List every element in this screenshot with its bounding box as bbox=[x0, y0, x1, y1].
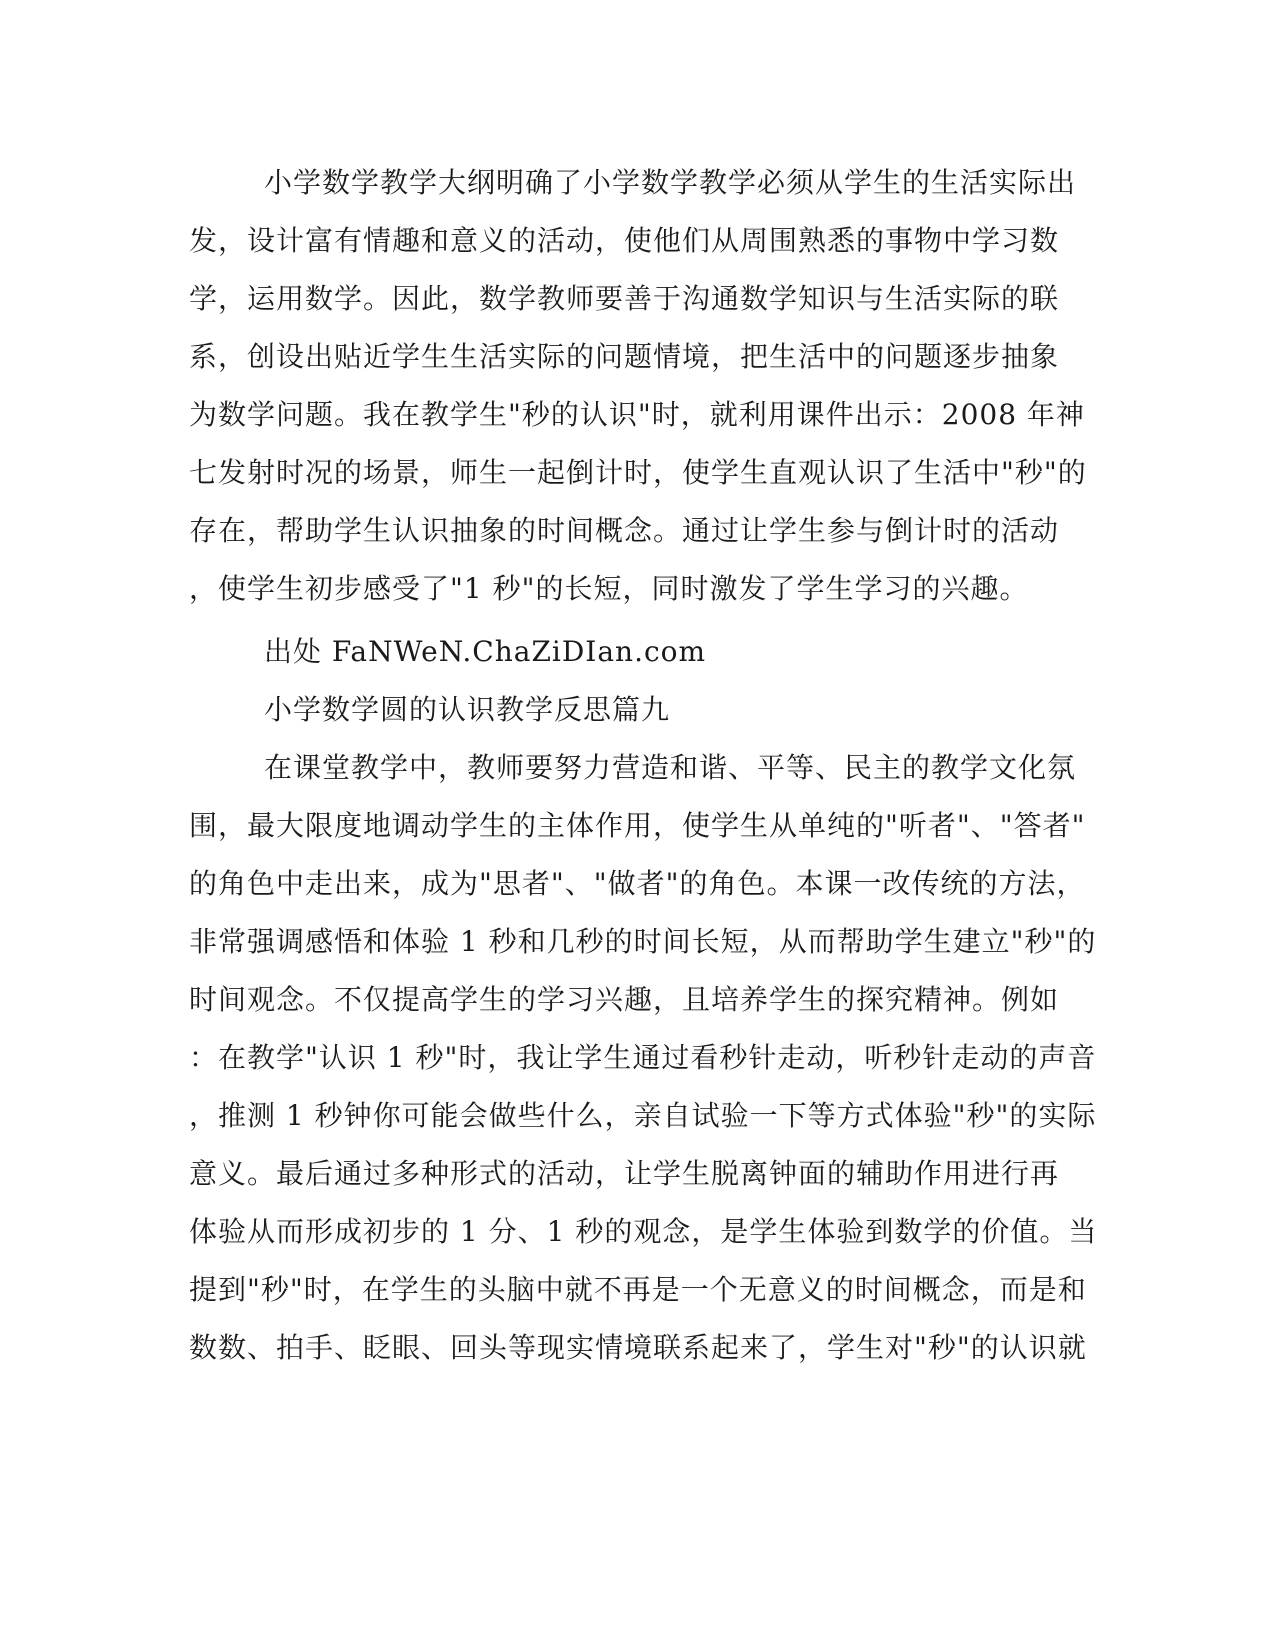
paragraph-2-line-7: ，推测 1 秒钟你可能会做些什么，亲自试验一下等方式体验"秒"的实际 bbox=[189, 1099, 1097, 1132]
paragraph-1-line-6: 七发射时况的场景，师生一起倒计时，使学生直观认识了生活中"秒"的 bbox=[189, 456, 1087, 489]
paragraph-2-line-3: 的角色中走出来，成为"思者"、"做者"的角色。本课一改传统的方法， bbox=[189, 867, 1086, 900]
paragraph-2-line-4: 非常强调感悟和体验 1 秒和几秒的时间长短，从而帮助学生建立"秒"的 bbox=[189, 925, 1097, 958]
paragraph-1-line-2: 发，设计富有情趣和意义的活动，使他们从周围熟悉的事物中学习数 bbox=[189, 224, 1060, 257]
paragraph-1-line-7: 存在，帮助学生认识抽象的时间概念。通过让学生参与倒计时的活动 bbox=[189, 514, 1060, 547]
paragraph-2-line-1: 在课堂教学中，教师要努力营造和谐、平等、民主的教学文化氛 bbox=[264, 751, 1077, 784]
paragraph-2-line-11: 数数、拍手、眨眼、回头等现实情境联系起来了，学生对"秒"的认识就 bbox=[189, 1331, 1087, 1364]
paragraph-2-line-6: ：在教学"认识 1 秒"时，我让学生通过看秒针走动，听秒针走动的声音 bbox=[189, 1041, 1097, 1074]
paragraph-2-line-8: 意义。最后通过多种形式的活动，让学生脱离钟面的辅助作用进行再 bbox=[189, 1157, 1060, 1190]
section-heading: 小学数学圆的认识教学反思篇九 bbox=[264, 693, 671, 726]
paragraph-1-line-4: 系，创设出贴近学生生活实际的问题情境，把生活中的问题逐步抽象 bbox=[189, 340, 1060, 373]
paragraph-1-line-8: ，使学生初步感受了"1 秒"的长短，同时激发了学生学习的兴趣。 bbox=[189, 572, 1029, 605]
paragraph-2-line-5: 时间观念。不仅提高学生的学习兴趣，且培养学生的探究精神。例如 bbox=[189, 983, 1060, 1016]
paragraph-2-line-2: 围，最大限度地调动学生的主体作用，使学生从单纯的"听者"、"答者" bbox=[189, 809, 1086, 842]
paragraph-2-line-9: 体验从而形成初步的 1 分、1 秒的观念，是学生体验到数学的价值。当 bbox=[189, 1215, 1098, 1248]
paragraph-1-line-3: 学，运用数学。因此，数学教师要善于沟通数学知识与生活实际的联 bbox=[189, 282, 1060, 315]
paragraph-2-line-10: 提到"秒"时，在学生的头脑中就不再是一个无意义的时间概念，而是和 bbox=[189, 1273, 1087, 1306]
paragraph-1-line-5: 为数学问题。我在教学生"秒的认识"时，就利用课件出示：2008 年神 bbox=[189, 398, 1085, 431]
source-note: 出处 FaNWeN.ChaZiDIan.com bbox=[264, 635, 707, 668]
paragraph-1-line-1: 小学数学教学大纲明确了小学数学教学必须从学生的生活实际出 bbox=[264, 166, 1077, 199]
